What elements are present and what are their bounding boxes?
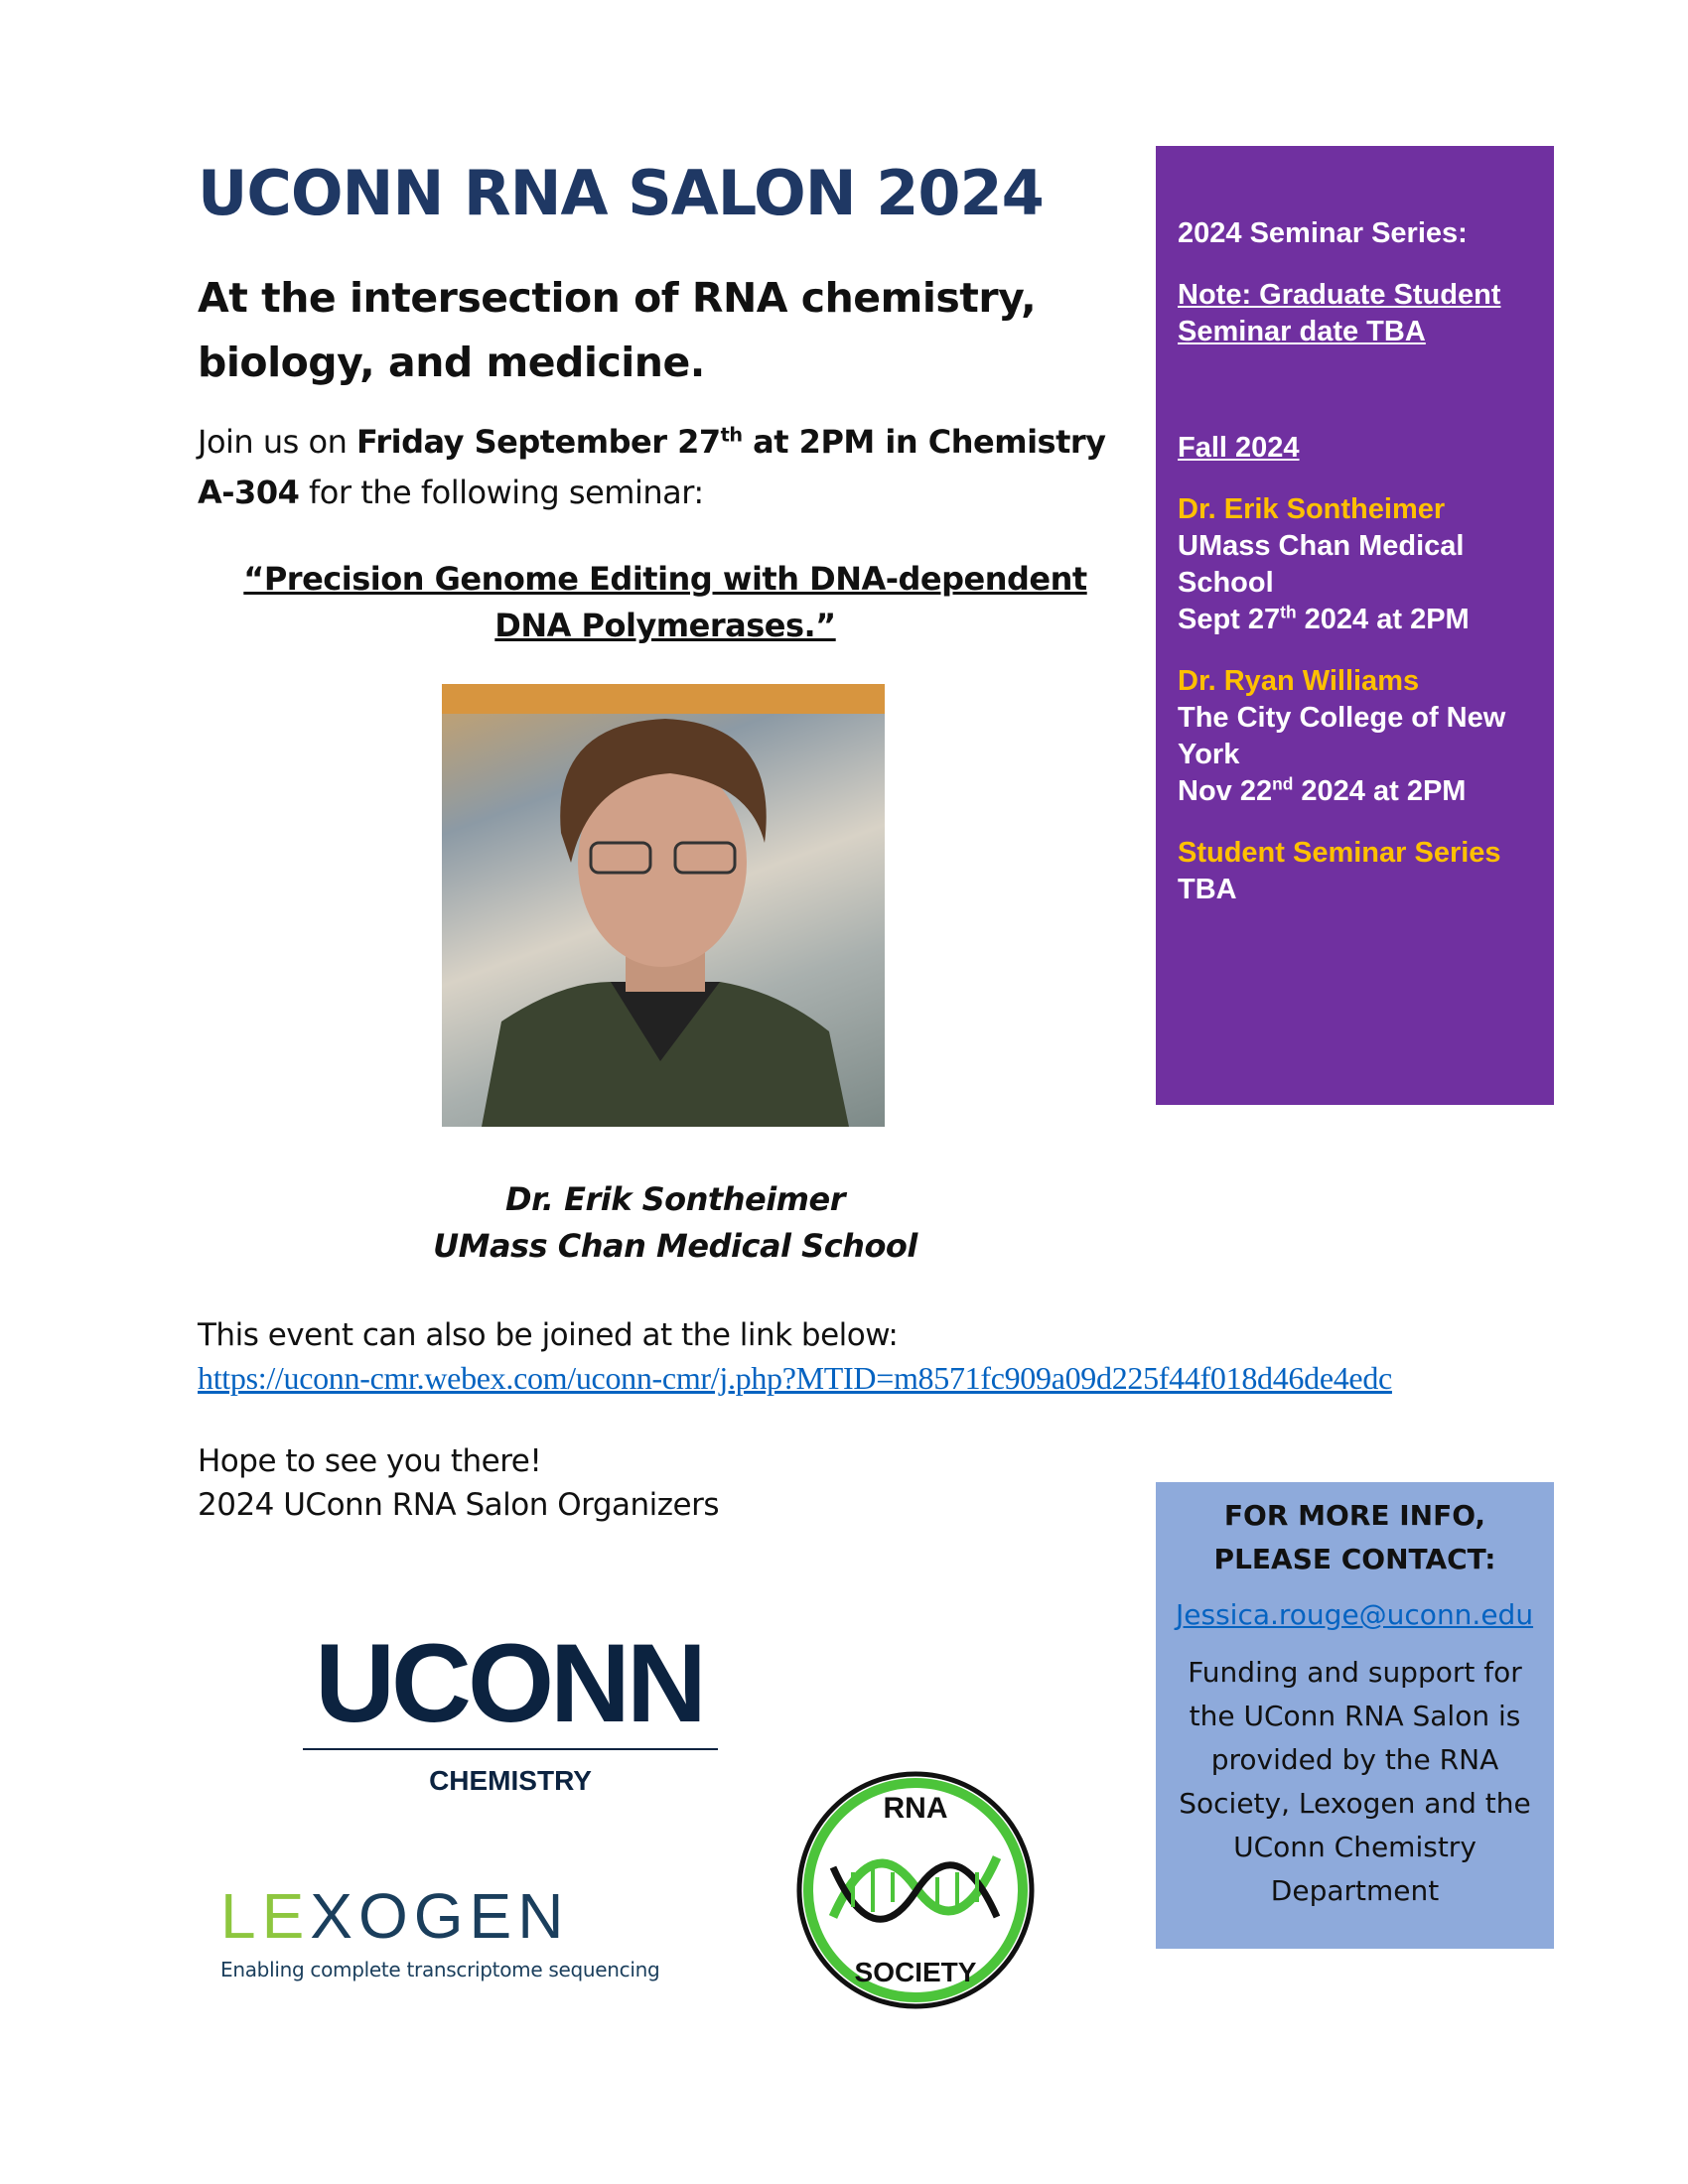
- seminar-item: [1178, 663, 1545, 810]
- rna-society-logo: [793, 1768, 1038, 2012]
- seminar-affiliation: UMass Chan Medical School: [1178, 530, 1465, 599]
- closing-line: Hope to see you there!: [198, 1443, 542, 1479]
- join-sup: th: [720, 423, 743, 447]
- speaker-affiliation: UMass Chan Medical School: [433, 1227, 917, 1265]
- webex-link[interactable]: https://uconn-cmr.webex.com/uconn-cmr/j.php?MTID=m8571fc909a09d225f44f018d46de4edc: [198, 1360, 1392, 1396]
- join-suffix: for the following seminar:: [299, 474, 704, 511]
- series-term: Fall 2024: [1178, 432, 1300, 464]
- contact-heading: PLEASE CONTACT:: [1213, 1543, 1496, 1575]
- seminar-series-panel: [1156, 146, 1554, 1105]
- funding-text: Funding and support for the UConn RNA Salon is provided by the RNA Society, Lexogen and the UConn Chemistry Department: [1179, 1656, 1531, 1907]
- join-prefix: Join us on: [198, 423, 357, 461]
- series-heading: 2024 Seminar Series:: [1178, 217, 1468, 249]
- speaker-name: Dr. Erik Sontheimer: [505, 1180, 845, 1218]
- uconn-chemistry-label: CHEMISTRY: [429, 1765, 592, 1796]
- subtitle: At the intersection of RNA chemistry, biology, and medicine.: [198, 274, 1037, 386]
- seminar-date-sup: nd: [1272, 773, 1294, 794]
- seminar-affiliation: The City College of New York: [1178, 702, 1506, 770]
- lexogen-tagline: Enabling complete transcriptome sequencing: [220, 1958, 660, 1981]
- closing: [198, 1439, 719, 1527]
- contact-panel: [1156, 1482, 1554, 1949]
- talk-title-text: “Precision Genome Editing with DNA-dependent DNA Polymerases.”: [243, 560, 1087, 644]
- speaker-photo: [442, 684, 885, 1127]
- join-date: Friday September 27: [356, 423, 721, 461]
- seminar-time: 2024 at 2PM: [1293, 775, 1467, 807]
- series-note: Note: Graduate Student Seminar date TBA: [1178, 279, 1501, 347]
- student-series: [1178, 835, 1554, 908]
- student-series-date: TBA: [1178, 874, 1237, 905]
- student-series-title: Student Seminar Series: [1178, 837, 1501, 869]
- join-location: at 2PM in Chemistry A-304: [198, 423, 1106, 511]
- seminar-date: Nov 22: [1178, 775, 1273, 807]
- page-title: UCONN RNA SALON 2024: [198, 157, 1044, 229]
- logo-divider: [303, 1748, 718, 1750]
- seminar-speaker: Dr. Ryan Williams: [1178, 665, 1420, 697]
- contact-email-link[interactable]: Jessica.rouge@uconn.edu: [1176, 1598, 1534, 1631]
- closing-line: 2024 UConn RNA Salon Organizers: [198, 1487, 720, 1523]
- join-text: [198, 417, 1121, 518]
- contact-heading: FOR MORE INFO,: [1223, 1499, 1486, 1532]
- svg-text:RNA: RNA: [883, 1792, 948, 1825]
- lexogen-logo: LEXOGEN: [220, 1880, 570, 1952]
- uconn-logo: UCONN: [315, 1621, 703, 1745]
- speaker-caption: [298, 1176, 1053, 1270]
- svg-text:SOCIETY: SOCIETY: [854, 1957, 977, 1987]
- seminar-speaker: Dr. Erik Sontheimer: [1178, 493, 1446, 525]
- talk-title: [228, 556, 1102, 649]
- event-text: This event can also be joined at the link below:: [198, 1317, 899, 1353]
- seminar-item: [1178, 491, 1545, 638]
- seminar-date-sup: th: [1280, 602, 1297, 622]
- seminar-date: Sept 27: [1178, 604, 1281, 635]
- seminar-time: 2024 at 2PM: [1296, 604, 1470, 635]
